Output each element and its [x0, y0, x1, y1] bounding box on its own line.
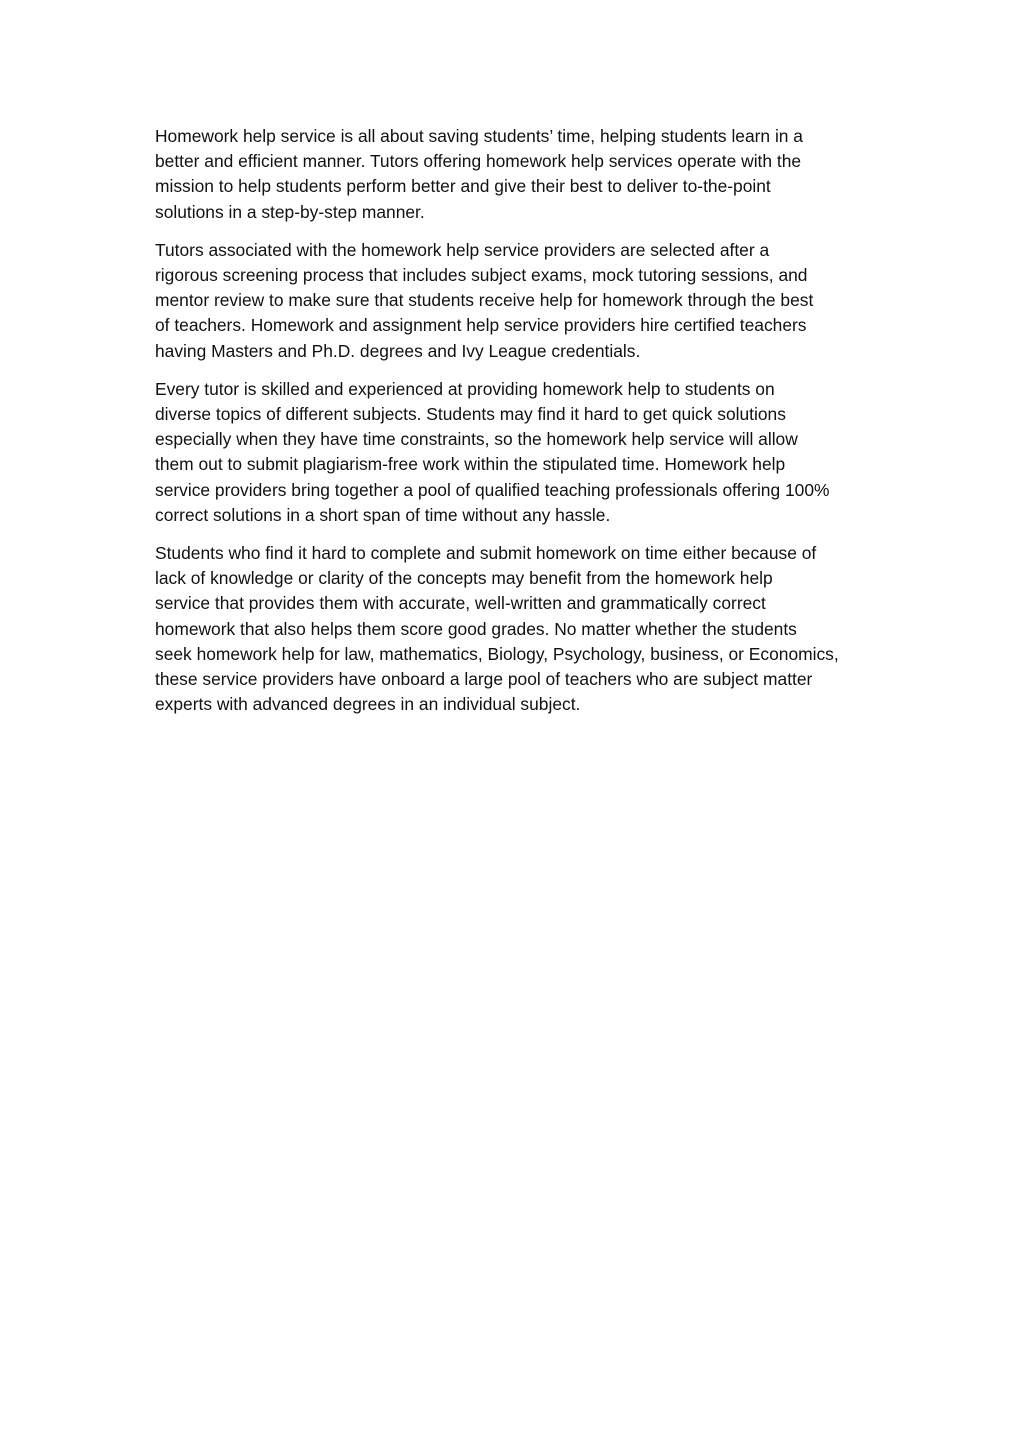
- paragraph-3: Every tutor is skilled and experienced at providing homework help to students on diverse topics of different subjects. Students may find it hard to get quick solutions especially when they have time constraints, so the homework help service will allow them out to submit plagiarism-free work within the stipulated time. Homework help service providers bring together a pool of qualified teaching professionals offering 100% correct solutions in a short span of time without any hassle.: [155, 378, 830, 525]
- paragraph-4: Students who find it hard to complete and submit homework on time either because of lack of knowledge or clarity of the concepts may benefit from the homework help service that provides them with accurate, well-written and grammatically correct homework that also helps them score good grades. No matter whether the students seek homework help for law, mathematics, Biology, Psychology, business, or Economics, these service providers have onboard a large pool of teachers who are subject matter experts with advanced degrees in an individual subject.: [155, 543, 839, 715]
- paragraph-1: Homework help service is all about saving students’ time, helping students learn in a better and efficient manner. Tutors offering homework help services operate with the mission to help students perform better and give their best to deliver to-the-point solutions in a step-by-step manner.: [155, 126, 803, 222]
- document-body: [155, 124, 907, 730]
- paragraph-2: Tutors associated with the homework help service providers are selected after a rigorous screening process that includes subject exams, mock tutoring sessions, and mentor review to make sure that students receive help for homework through the best of teachers. Homework and assignment help service providers hire certified teachers having Masters and Ph.D. degrees and Ivy League credentials.: [155, 239, 814, 361]
